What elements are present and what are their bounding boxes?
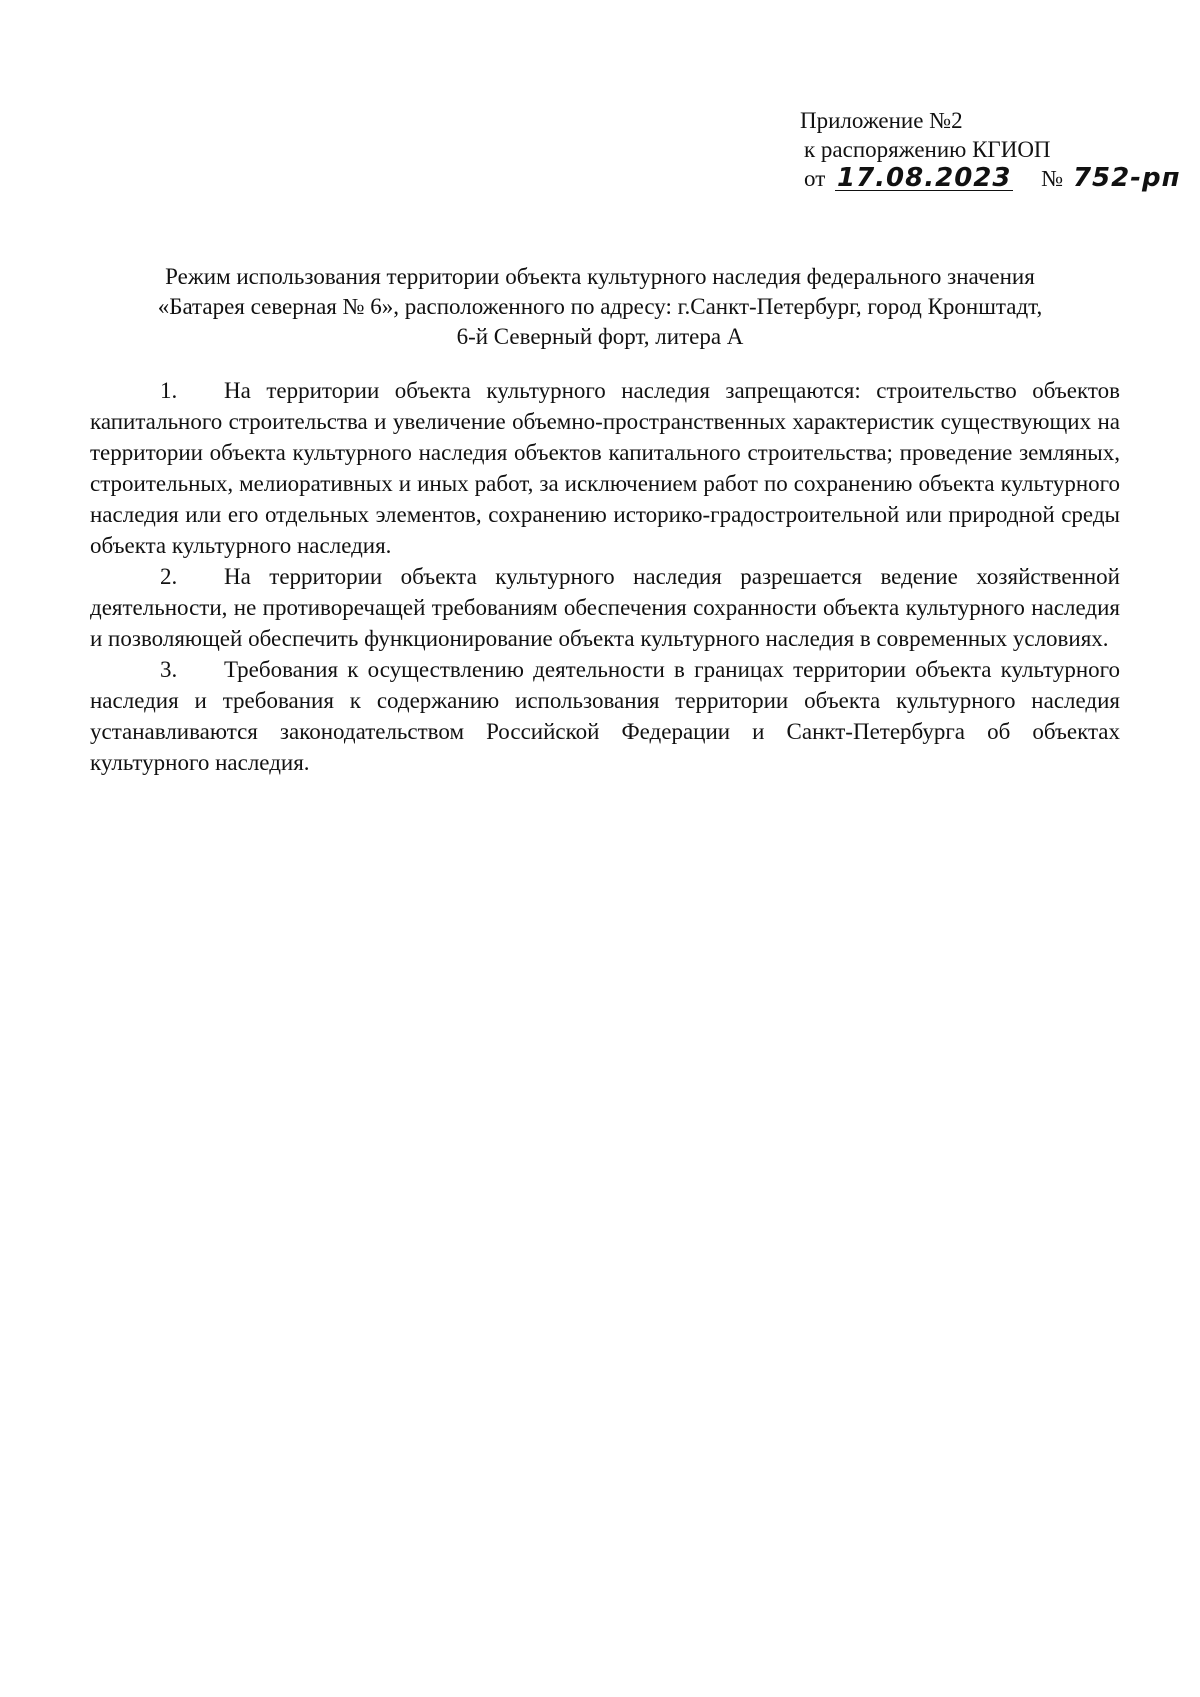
order-date-number-line — [800, 163, 1181, 193]
paragraph-text: На территории объекта культурного наследия разрешается ведение хозяйственной деятельности, не противоречащей требованиям обеспечения сохранности объекта культурного наследия и позволяющей обеспечить функционирование объекта культурного наследия в современных условиях. — [90, 564, 1120, 651]
document-title — [100, 262, 1100, 352]
paragraph-number: 3. — [160, 657, 178, 682]
paragraph-text: На территории объекта культурного наследия запрещаются: строительство объектов капитального строительства и увеличение объемно-пространственных характеристик существующих на территории объекта культурного наследия объектов капитального строительства; проведение земляных, строительных, мелиоративных и иных работ, за исключением работ по сохранению объекта культурного наследия или его отдельных элементов, сохранению историко-градостроительной или природной среды объекта культурного наследия. — [90, 378, 1120, 558]
paragraph-number: 1. — [160, 378, 178, 403]
paragraph-number: 2. — [160, 564, 178, 589]
appendix-label: Приложение №2 — [800, 108, 963, 133]
title-line-1: Режим использования территории объекта культурного наследия федерального значения — [165, 264, 1035, 289]
appendix-header — [800, 106, 1181, 193]
order-reference: к распоряжению КГИОП — [804, 137, 1051, 162]
paragraph-2 — [90, 561, 1120, 654]
handwritten-order-number: 752-рп — [1072, 163, 1181, 193]
paragraph-text: Требования к осуществлению деятельности в границах территории объекта культурного наследия и требования к содержанию использования территории объекта культурного наследия устанавливаются законодательством Российской Федерации и Санкт-Петербурга об объектах культурного наследия. — [90, 657, 1120, 775]
paragraph-1 — [90, 375, 1120, 561]
title-line-2: «Батарея северная № 6», расположенного по адресу: г.Санкт-Петербург, город Кронштадт, — [157, 294, 1043, 319]
title-line-3: 6-й Северный форт, литера А — [456, 324, 744, 349]
handwritten-date: 17.08.2023 — [837, 163, 1012, 193]
number-prefix: № — [1041, 166, 1064, 191]
date-prefix: от — [804, 166, 826, 191]
document-body — [90, 375, 1120, 778]
paragraph-3 — [90, 654, 1120, 778]
